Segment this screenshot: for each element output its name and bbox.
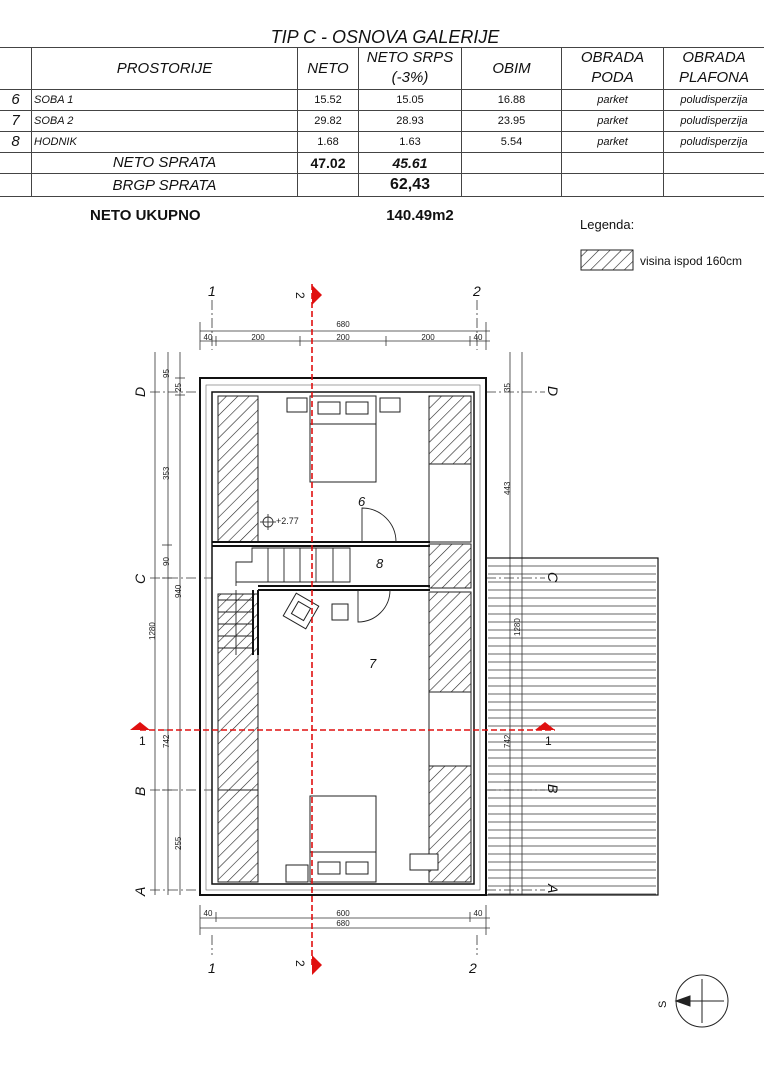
- table-cell-plafon: poludisperzija: [680, 135, 748, 148]
- north-label: S: [657, 1000, 669, 1008]
- grid-letter-d-right: D: [545, 386, 561, 397]
- grid-number-2-bottom: 2: [469, 960, 477, 976]
- section-label-1-left: 1: [139, 734, 146, 748]
- dim-left-255: 255: [174, 836, 183, 850]
- legend-label: visina ispod 160cm: [640, 254, 743, 268]
- neto-ukupno-label: NETO UKUPNO: [90, 206, 201, 224]
- dim-left-95: 95: [162, 369, 171, 378]
- dim-left-90: 90: [162, 557, 171, 566]
- dim-bottom-40-left: 40: [203, 909, 213, 918]
- dim-right-742: 742: [503, 734, 512, 748]
- table-cell-name: SOBA 2: [34, 114, 74, 127]
- north-arrow-icon: [676, 975, 728, 1027]
- room-label-6: 6: [358, 494, 366, 509]
- legend-title: Legenda:: [580, 216, 635, 232]
- left-dimension-text: [148, 369, 183, 850]
- table-cell-no: 8: [11, 133, 20, 150]
- header-neto-srps-sub: (-3%): [391, 69, 429, 87]
- table-cell-name: HODNIK: [34, 135, 77, 148]
- table-cell-obim: 23.95: [497, 114, 526, 127]
- room-label-7: 7: [369, 656, 377, 671]
- dim-left-742: 742: [162, 734, 171, 748]
- dim-top-40-left: 40: [203, 333, 213, 342]
- grid-number-1-bottom: 1: [208, 960, 216, 976]
- dim-bottom-40-right: 40: [473, 909, 483, 918]
- table-cell-no: 7: [11, 112, 20, 129]
- dim-left-1280: 1280: [148, 622, 157, 640]
- grid-number-2-top: 2: [473, 283, 481, 299]
- header-obrada-poda: OBRADA: [580, 49, 645, 67]
- dim-right-1280: 1280: [513, 618, 522, 636]
- dim-top-200-c: 200: [421, 333, 435, 342]
- header-obrada-plafona: OBRADA: [682, 49, 746, 67]
- armchair: [283, 593, 348, 629]
- section-label-2-bottom: 2: [293, 960, 307, 967]
- dim-right-443: 443: [503, 481, 512, 495]
- table-title: TIP C - OSNOVA GALERIJE: [270, 26, 500, 47]
- table-cell-neto: 15.52: [314, 93, 342, 106]
- grid-letter-b-left: B: [132, 786, 148, 796]
- dim-left-353: 353: [162, 466, 171, 480]
- right-dimension-text: [503, 383, 522, 748]
- elevation-marker: [260, 514, 276, 530]
- grid-letter-d-left: D: [132, 386, 148, 397]
- double-bed-bottom: [286, 796, 438, 882]
- elevation-label: +2.77: [276, 516, 299, 526]
- header-neto: NETO: [307, 59, 349, 77]
- grid-number-1-top: 1: [208, 283, 216, 299]
- dim-left-940: 940: [174, 584, 183, 598]
- grid-letter-c-left: C: [132, 573, 148, 584]
- header-obrada-plafona-sub: PLAFONA: [678, 69, 750, 87]
- grid-letter-a-left: A: [132, 886, 148, 896]
- header-obim: OBIM: [492, 59, 531, 77]
- section-label-2-top: 2: [293, 292, 307, 299]
- dim-right-35: 35: [503, 383, 512, 392]
- dim-bottom-600: 600: [336, 909, 350, 918]
- brgp-sprata-label: BRGP SPRATA: [112, 176, 217, 194]
- table-cell-neto: 1.68: [317, 135, 339, 148]
- dim-left-25: 25: [174, 383, 183, 392]
- bottom-dimension-text: [204, 909, 483, 928]
- brgp-sprata-value: 62,43: [389, 176, 431, 193]
- dim-top-total: 680: [336, 320, 350, 329]
- neto-sprata-neto: 47.02: [310, 154, 346, 171]
- neto-ukupno-value: 140.49m2: [386, 206, 454, 224]
- grid-letter-c-right: C: [545, 572, 561, 583]
- room-label-8: 8: [376, 556, 384, 571]
- table-cell-neto: 29.82: [314, 114, 342, 127]
- dim-top-200-b: 200: [336, 333, 350, 342]
- left-dimension-lines: [150, 352, 212, 895]
- dim-bottom-total: 680: [336, 919, 350, 928]
- header-neto-srps: NETO SRPS: [366, 49, 454, 67]
- table-cell-obim: 5.54: [500, 135, 523, 148]
- table-cell-obim: 16.88: [497, 93, 526, 106]
- grid-letter-b-right: B: [545, 784, 561, 794]
- roof-lines: [486, 558, 658, 895]
- dim-top-200-a: 200: [251, 333, 265, 342]
- table-cell-srps: 28.93: [396, 114, 424, 127]
- table-cell-srps: 15.05: [396, 93, 424, 106]
- legend-hatch-swatch: [581, 250, 633, 270]
- table-cell-plafon: poludisperzija: [680, 114, 748, 127]
- grid-letter-a-right: A: [545, 884, 561, 894]
- table-cell-srps: 1.63: [399, 135, 421, 148]
- table-cell-no: 6: [11, 91, 20, 108]
- dim-top-40-right: 40: [473, 333, 483, 342]
- header-prostorije: PROSTORIJE: [116, 59, 213, 77]
- neto-sprata-label: NETO SPRATA: [112, 154, 217, 171]
- section-label-1-right: 1: [545, 734, 552, 748]
- table-cell-plafon: poludisperzija: [680, 93, 748, 106]
- table-cell-pod: parket: [597, 93, 628, 106]
- table-cell-pod: parket: [597, 114, 628, 127]
- table-cell-pod: parket: [597, 135, 628, 148]
- header-obrada-poda-sub: PODA: [591, 69, 634, 87]
- table-cell-name: SOBA 1: [34, 93, 74, 106]
- neto-sprata-srps: 45.61: [392, 154, 428, 171]
- double-bed-top: [287, 396, 400, 482]
